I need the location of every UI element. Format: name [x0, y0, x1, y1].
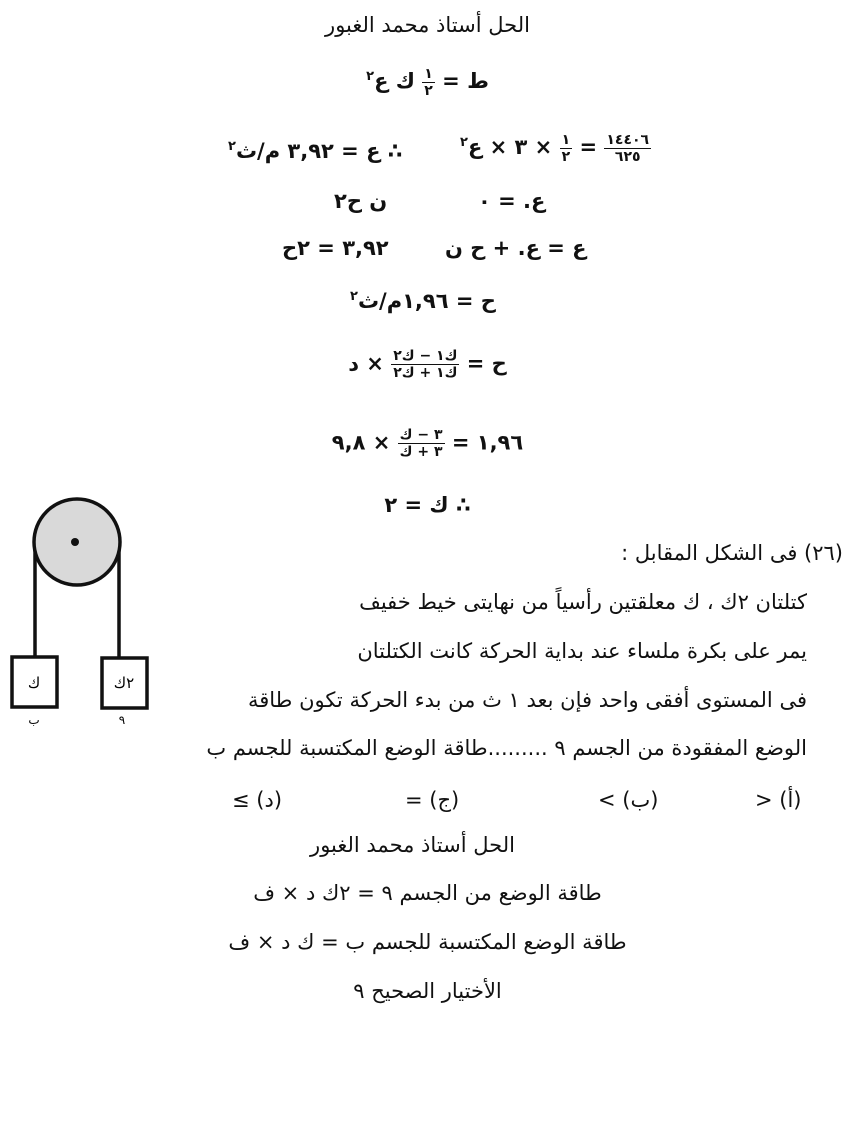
- acceleration-result: [350, 282, 496, 316]
- fraction-energy-num: ١٤٤٠٦: [606, 131, 650, 148]
- acceleration-formula: [0, 348, 855, 381]
- choice-a[interactable]: (أ) <: [755, 788, 802, 812]
- energy-numeric: [460, 128, 651, 165]
- mass-result: ∴ ك = ٢: [384, 493, 471, 517]
- energy-rhs: ك ع: [374, 69, 415, 93]
- choice-d[interactable]: (د) ≥: [232, 788, 283, 812]
- fraction-energy: [604, 132, 651, 165]
- pulley-axle: [71, 538, 79, 546]
- right-point-label: ٩: [118, 713, 126, 727]
- question-line-2: يمر على بكرة ملساء عند بداية الحركة كانت الكتلتان: [357, 639, 807, 663]
- acceleration-formula-lhs: ح =: [466, 351, 507, 376]
- fraction-half-2: [560, 132, 573, 165]
- solution2-line-3: الأختيار الصحيح ٩: [353, 979, 502, 1003]
- question-heading: (٢٦) فى الشكل المقابل :: [621, 541, 843, 565]
- power-two-b: ٢: [460, 135, 468, 150]
- question-line-3: فى المستوى أفقى واحد فإن بعد ١ ث من بدء الحركة تكون طاقة: [247, 688, 807, 712]
- velocity-equation: ع = ع. + ح ن: [445, 236, 587, 260]
- mass-equation-lhs: ١,٩٦ =: [451, 430, 524, 455]
- choice-b[interactable]: (ب) >: [598, 788, 659, 812]
- question-line-4: الوضع المفقودة من الجسم ٩ .........طاقة الوضع المكتسبة للجسم ب: [206, 736, 807, 760]
- solution-title: الحل أستاذ محمد الغبور: [325, 13, 530, 37]
- fraction-k-den: ٣ + ك: [399, 444, 443, 460]
- solution2-line-2: طاقة الوضع المكتسبة للجسم ب = ك د × ف: [228, 930, 627, 954]
- fraction-half-2-den: ٢: [561, 148, 571, 165]
- question-line-1: كتلتان ٢ك ، ك معلقتين رأسياً من نهايتى خيط خفيف: [359, 590, 807, 614]
- equals-sign: =: [579, 135, 598, 159]
- right-mass-label: ٢ك: [113, 674, 135, 692]
- velocity-result-text: ∴ ع = ٣,٩٢ م/ث: [235, 139, 403, 163]
- initial-velocity: ع. = ٠: [478, 189, 546, 213]
- choice-c[interactable]: (ج) =: [405, 788, 460, 812]
- fraction-energy-den: ٦٢٥: [614, 148, 641, 165]
- fraction-half-2-num: ١: [561, 131, 571, 148]
- power-two-c: ٢: [228, 139, 236, 154]
- solution2-title: الحل أستاذ محمد الغبور: [310, 833, 515, 857]
- velocity-result: [228, 132, 402, 166]
- left-mass-label: ك: [27, 674, 41, 692]
- acceleration-result-text: ح = ١,٩٦م/ث: [357, 289, 496, 313]
- pulley-figure: [0, 495, 160, 735]
- power-two-d: ٢: [350, 289, 358, 304]
- mass-equation: [0, 427, 855, 460]
- distance-expr: ن ح٢: [334, 189, 388, 213]
- fraction-half-num: ١: [424, 65, 433, 82]
- pulley-diagram: [0, 495, 160, 735]
- velocity-equation-values: ٣,٩٢ = ٢ح: [282, 236, 389, 260]
- fraction-mass: [391, 348, 459, 381]
- fraction-mass-num: ك١ − ك٢: [393, 348, 458, 364]
- energy-formula: [0, 62, 855, 99]
- energy-numeric-tail: × ٣ × ع: [467, 135, 553, 159]
- fraction-half: [422, 66, 435, 99]
- energy-lhs: ط: [467, 69, 489, 93]
- equals-sign: =: [442, 69, 460, 93]
- fraction-mass-den: ك١ + ك٢: [393, 365, 458, 381]
- fraction-half-den: ٢: [424, 82, 433, 99]
- power-two: ٢: [366, 69, 375, 84]
- solution2-line-1: طاقة الوضع من الجسم ٩ = ٢ك د × ف: [253, 881, 602, 905]
- fraction-k: [398, 427, 445, 460]
- left-point-label: ب: [28, 713, 40, 727]
- acceleration-formula-rhs: × د: [348, 351, 384, 376]
- mass-equation-rhs: × ٩,٨: [331, 430, 391, 455]
- fraction-k-num: ٣ − ك: [399, 427, 443, 443]
